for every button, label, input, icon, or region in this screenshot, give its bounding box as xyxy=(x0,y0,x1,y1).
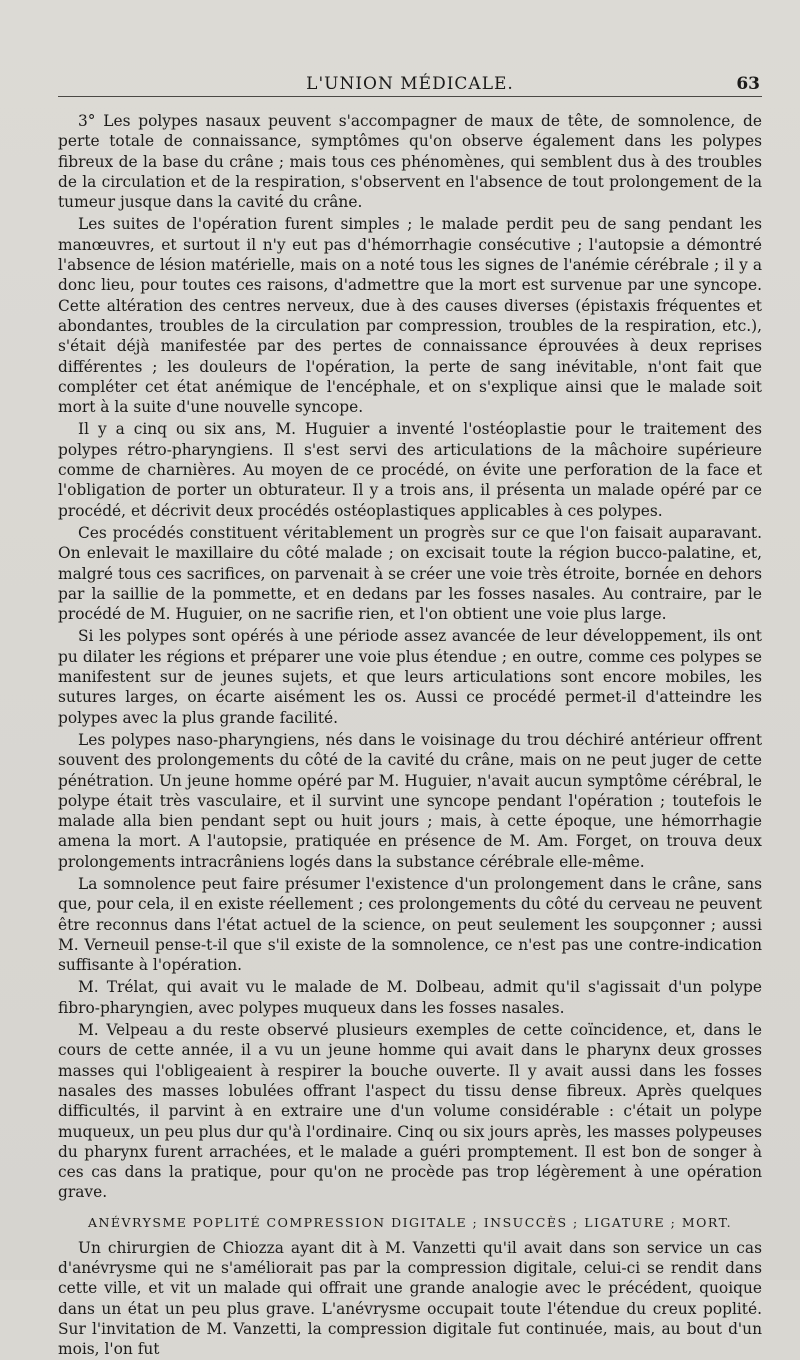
paragraph-6: Les polypes naso-pharyngiens, nés dans le voisinage du trou déchiré antérieur offrent souvent des prolongements du côté de la cavité du crâne, mais on ne peut juger de cette pénétration. Un jeune homme opéré par M. Huguier, n'avait aucun symptôme cérébral, le polype était très vasculaire, et il survint une syncope pendant l'opération ; toutefois le malade alla bien pendant sept ou huit jours ; mais, à cette époque, une hémorrhagie amena la mort. A l'autopsie, pratiquée en présence de M. Am. Forget, on trouva deux prolongements intracrâniens logés dans la substance cérébrale elle-même. xyxy=(58,730,762,871)
running-title: L'UNION MÉDICALE. xyxy=(306,74,514,94)
paragraph-5: Si les polypes sont opérés à une période assez avancée de leur développement, ils ont pu dilater les régions et préparer une voie plus étendue ; en outre, comme ces polypes se manifestent sur de jeunes sujets, et que leurs articulations sont encore mobiles, les sutures larges, on écarte aisément les os. Aussi ce procédé permet-il d'atteindre les polypes avec la plus grande facilité. xyxy=(58,627,762,727)
paragraph-1: 3° Les polypes nasaux peuvent s'accompagner de maux de tête, de somnolence, de perte totale de connaissance, symptômes qu'on observe également dans les polypes fibreux de la base du crâne ; mais tous ces phénomènes, qui semblent dus à des troubles de la circulation et de la respiration, s'observent en l'absence de tout prolongement de la tumeur jusque dans la cavité du crâne. xyxy=(58,112,762,212)
paragraph-8: M. Trélat, qui avait vu le malade de M. Dolbeau, admit qu'il s'agissait d'un polype fibro-pharyngien, avec polypes muqueux dans les fosses nasales. xyxy=(58,978,762,1017)
paragraph-7: La somnolence peut faire présumer l'existence d'un prolongement dans le crâne, sans que, pour cela, il en existe réellement ; ces prolongements du côté du cerveau ne peuvent être reconnus dans l'état actuel de la science, on peut seulement les soupçonner ; aussi M. Verneuil pense-t-il que s'il existe de la somnolence, ce n'est pas une contre-indication suffisante à l'opération. xyxy=(58,874,762,975)
page-number: 63 xyxy=(736,74,760,94)
paragraph-9: M. Velpeau a du reste observé plusieurs exemples de cette coïncidence, et, dans le cours de cette année, il a vu un jeune homme qui avait dans le pharynx deux grosses masses qui l'obligeaient à respirer la bouche ouverte. Il y avait aussi dans les fosses nasales des masses lobulées offrant l'aspect du tissu dense fibreux. Après quelques difficultés, il parvint à en extraire une d'un volume considérable : c'était un polype muqueux, un peu plus dur qu'à l'ordinaire. Cinq ou six jours après, les masses polypeuses du pharynx furent arrachées, et le malade a guéri promptement. Il est bon de songer à ces cas dans la pratique, pour qu'on ne procède pas trop légèrement à une opération grave. xyxy=(58,1021,762,1202)
final-paragraph: Un chirurgien de Chiozza ayant dit à M. Vanzetti qu'il avait dans son service un cas d'anévrysme qui ne s'améliorait pas par la compression digitale, celui-ci se rendit dans cette ville, et vit un malade qui offrait une grande analogie avec le précédent, quoique dans un état un peu plus grave. L'anévrysme occupait toute l'étendue du creux poplité. Sur l'invitation de M. Vanzetti, la compression digitale fut continuée, mais, au bout d'un mois, l'on fut xyxy=(58,1238,762,1359)
paragraph-4: Ces procédés constituent véritablement un progrès sur ce que l'on faisait auparavant. On enlevait le maxillaire du côté malade ; on excisait toute la région bucco-palatine, et, malgré tous ces sacrifices, on parvenait à se créer une voie très étroite, bornée en dehors par la saillie de la pommette, et en dedans par les fosses nasales. Au contraire, par le procédé de M. Huguier, on ne sacrifie rien, et l'on obtient une voie plus large. xyxy=(58,523,762,624)
page-header xyxy=(58,62,762,97)
paragraph-2: Les suites de l'opération furent simples ; le malade perdit peu de sang pendant les manœuvres, et surtout il n'y eut pas d'hémorrhagie consécutive ; l'autopsie a démontré l'absence de lésion matérielle, mais on a noté tous les signes de l'anémie cérébrale ; il y a donc lieu, pour toutes ces raisons, d'admettre que la mort est survenue par une syncope. Cette altération des centres nerveux, due à des causes diverses (épistaxis fréquentes et abondantes, troubles de la circulation par compression, troubles de la respiration, etc.), s'était déjà manifestée par des pertes de connaissance éprouvées à deux reprises différentes ; les douleurs de l'opération, la perte de sang inévitable, n'ont fait que compléter cet état anémique de l'encéphale, et on s'explique ainsi que le malade soit mort à la suite d'une nouvelle syncope. xyxy=(58,215,762,417)
section-heading: ANÉVRYSME POPLITÉ COMPRESSION DIGITALE ; INSUCCÈS ; LIGATURE ; MORT. xyxy=(87,1214,733,1230)
paragraph-3: Il y a cinq ou six ans, M. Huguier a inventé l'ostéoplastie pour le traitement des polypes rétro-pharyngiens. Il s'est servi des articulations de la mâchoire supérieure comme de charnières. Au moyen de ce procédé, on évite une perforation de la face et l'obligation de porter un obturateur. Il y a trois ans, il présenta un malade opéré par ce procédé, et décrivit deux procédés ostéoplastiques applicables à ces polypes. xyxy=(58,420,762,520)
body-text xyxy=(58,111,762,1360)
